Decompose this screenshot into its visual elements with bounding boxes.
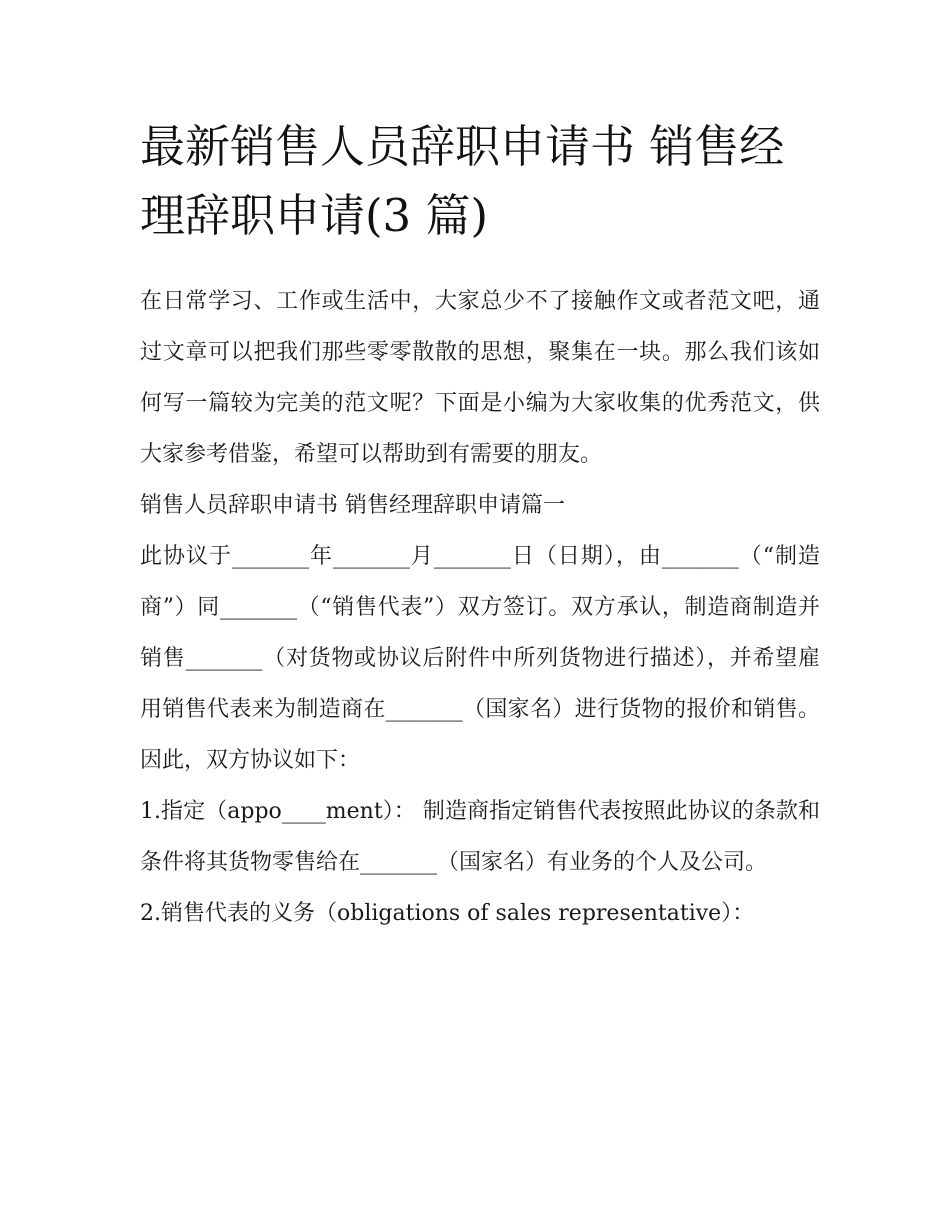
clause-appointment: 1.指定（appo____ment）： 制造商指定销售代表按照此协议的条款和条件将其货物零售给在_______（国家名）有业务的个人及公司。	[140, 799, 820, 875]
document-title: 最新销售人员辞职申请书 销售经理辞职申请(3 篇)	[140, 120, 785, 242]
section-heading: 销售人员辞职申请书 销售经理辞职申请篇一	[140, 493, 565, 518]
agreement-paragraph: 此协议于_______年_______月_______日（日期），由_______（“制造商”）同_______（“销售代表”）双方签订。双方承认，制造商制造并销售_______（对货物或协议后附件中所列货物进行描述），并希望雇用销售代表来为制造商在_______（国家名）进行货物的报价和销售。因此，双方协议如下：	[140, 544, 820, 773]
clause-obligations: 2.销售代表的义务（obligations of sales representative）：	[140, 901, 755, 926]
intro-paragraph: 在日常学习、工作或生活中，大家总少不了接触作文或者范文吧，通过文章可以把我们那些零零散散的思想，聚集在一块。那么我们该如何写一篇较为完美的范文呢？下面是小编为大家收集的优秀范文，供大家参考借鉴，希望可以帮助到有需要的朋友。	[140, 289, 820, 467]
document-page	[140, 112, 820, 939]
document-body	[140, 276, 820, 939]
